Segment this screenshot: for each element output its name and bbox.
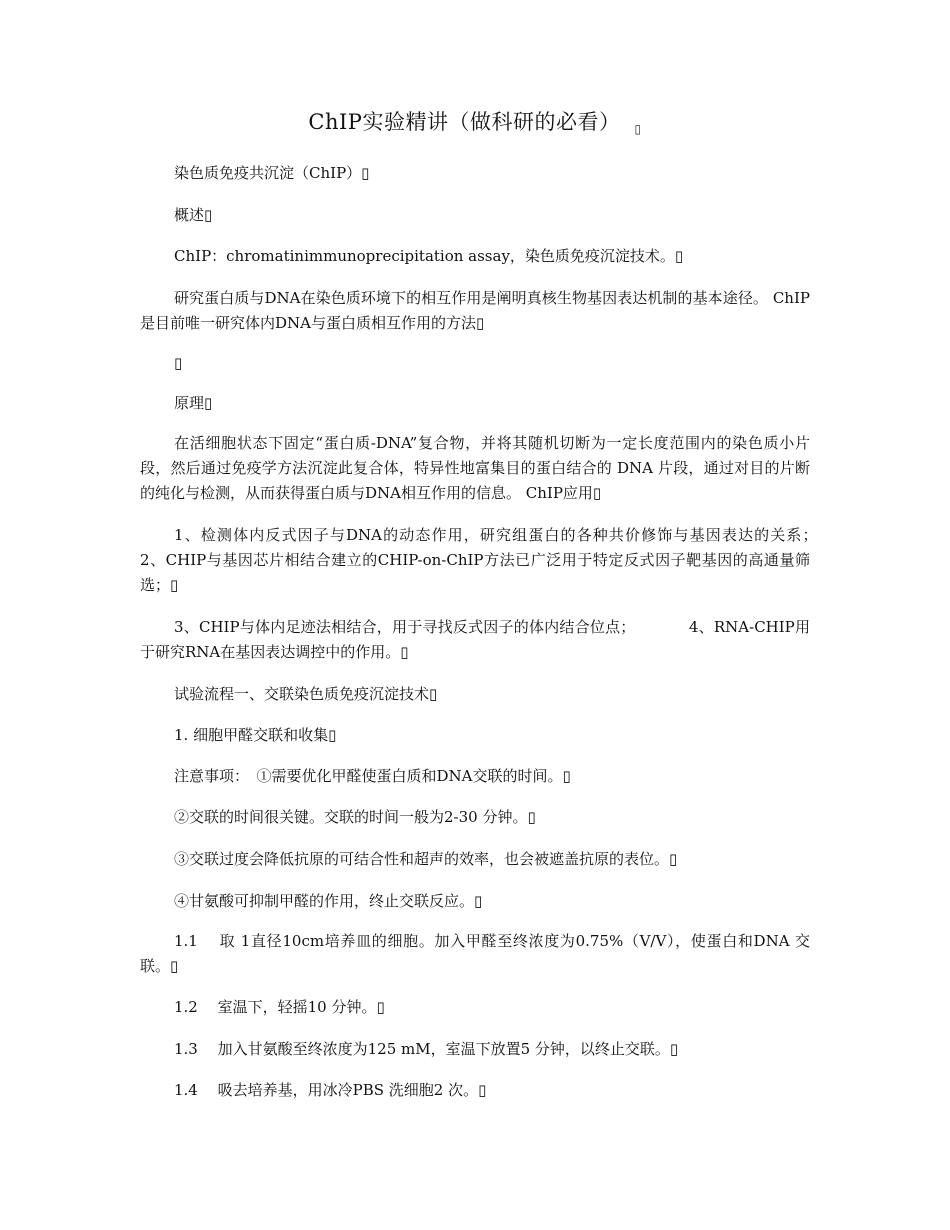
paragraph-chip-heading: 染色质免疫共沉淀（ChIP）▯ <box>174 164 370 182</box>
title-mark: ▯ <box>634 122 642 136</box>
paragraph-overview-heading: 概述▯ <box>174 206 213 224</box>
paragraph-step-1-1: 1.1 取 1直径10cm培养皿的细胞。加入甲醛至终浓度为0.75%（V/V），使蛋白和DNA 交联。▯ <box>140 932 810 975</box>
paragraph-note-1: 注意事项： ①需要优化甲醛使蛋白质和DNA交联的时间。▯ <box>174 767 571 785</box>
paragraph-note-2: ②交联的时间很关键。交联的时间一般为2-30 分钟。▯ <box>174 808 536 826</box>
paragraph-step-1-2: 1.2 室温下，轻摇10 分钟。▯ <box>174 998 385 1016</box>
paragraph-note-3: ③交联过度会降低抗原的可结合性和超声的效率，也会被遮盖抗原的表位。▯ <box>174 850 678 868</box>
title-text: ChIP实验精讲（做科研的必看） <box>308 110 621 134</box>
paragraph-note-4: ④甘氨酸可抑制甲醛的作用，终止交联反应。▯ <box>174 892 483 910</box>
paragraph-application-1-2: 1、检测体内反式因子与DNA的动态作用，研究组蛋白的各种共价修饰与基因表达的关系； 2、CHIP与基因芯片相结合建立的CHIP-on-ChIP方法已广泛用于特定反式因子靶基因的高通量筛选；▯ <box>140 526 871 594</box>
paragraph-step-1-3: 1.3 加入甘氨酸至终浓度为125 mM，室温下放置5 分钟，以终止交联。▯ <box>174 1040 679 1058</box>
paragraph-principle-heading: 原理▯ <box>174 394 213 412</box>
paragraph-step-1-heading: 1. 细胞甲醛交联和收集▯ <box>174 726 337 744</box>
paragraph-step-1-4: 1.4 吸去培养基，用冰冷PBS 洗细胞2 次。▯ <box>174 1081 487 1099</box>
paragraph-principle-body: 在活细胞状态下固定“蛋白质-DNA”复合物，并将其随机切断为一定长度范围内的染色质小片段，然后通过免疫学方法沉淀此复合体，特异性地富集目的蛋白结合的 DNA 片段，通过对目的片断的纯化与检测，从而获得蛋白质与DNA相互作用的信息。 ChIP应用▯ <box>140 434 810 502</box>
paragraph-chip-definition: ChIP：chromatinimmunoprecipitation assay，染色质免疫沉淀技术。▯ <box>174 247 684 265</box>
paragraph-application-3-4: 3、CHIP与体内足迹法相结合，用于寻找反式因子的体内结合位点； 4、RNA-CHIP用于研究RNA在基因表达调控中的作用。▯ <box>140 618 810 661</box>
paragraph-empty: ▯ <box>174 354 183 372</box>
paragraph-research-intro: 研究蛋白质与DNA在染色质环境下的相互作用是阐明真核生物基因表达机制的基本途径。 ChIP是目前唯一研究体内DNA与蛋白质相互作用的方法▯ <box>140 289 810 332</box>
document-title <box>0 106 950 136</box>
paragraph-procedure-heading: 试验流程一、交联染色质免疫沉淀技术▯ <box>174 685 438 703</box>
